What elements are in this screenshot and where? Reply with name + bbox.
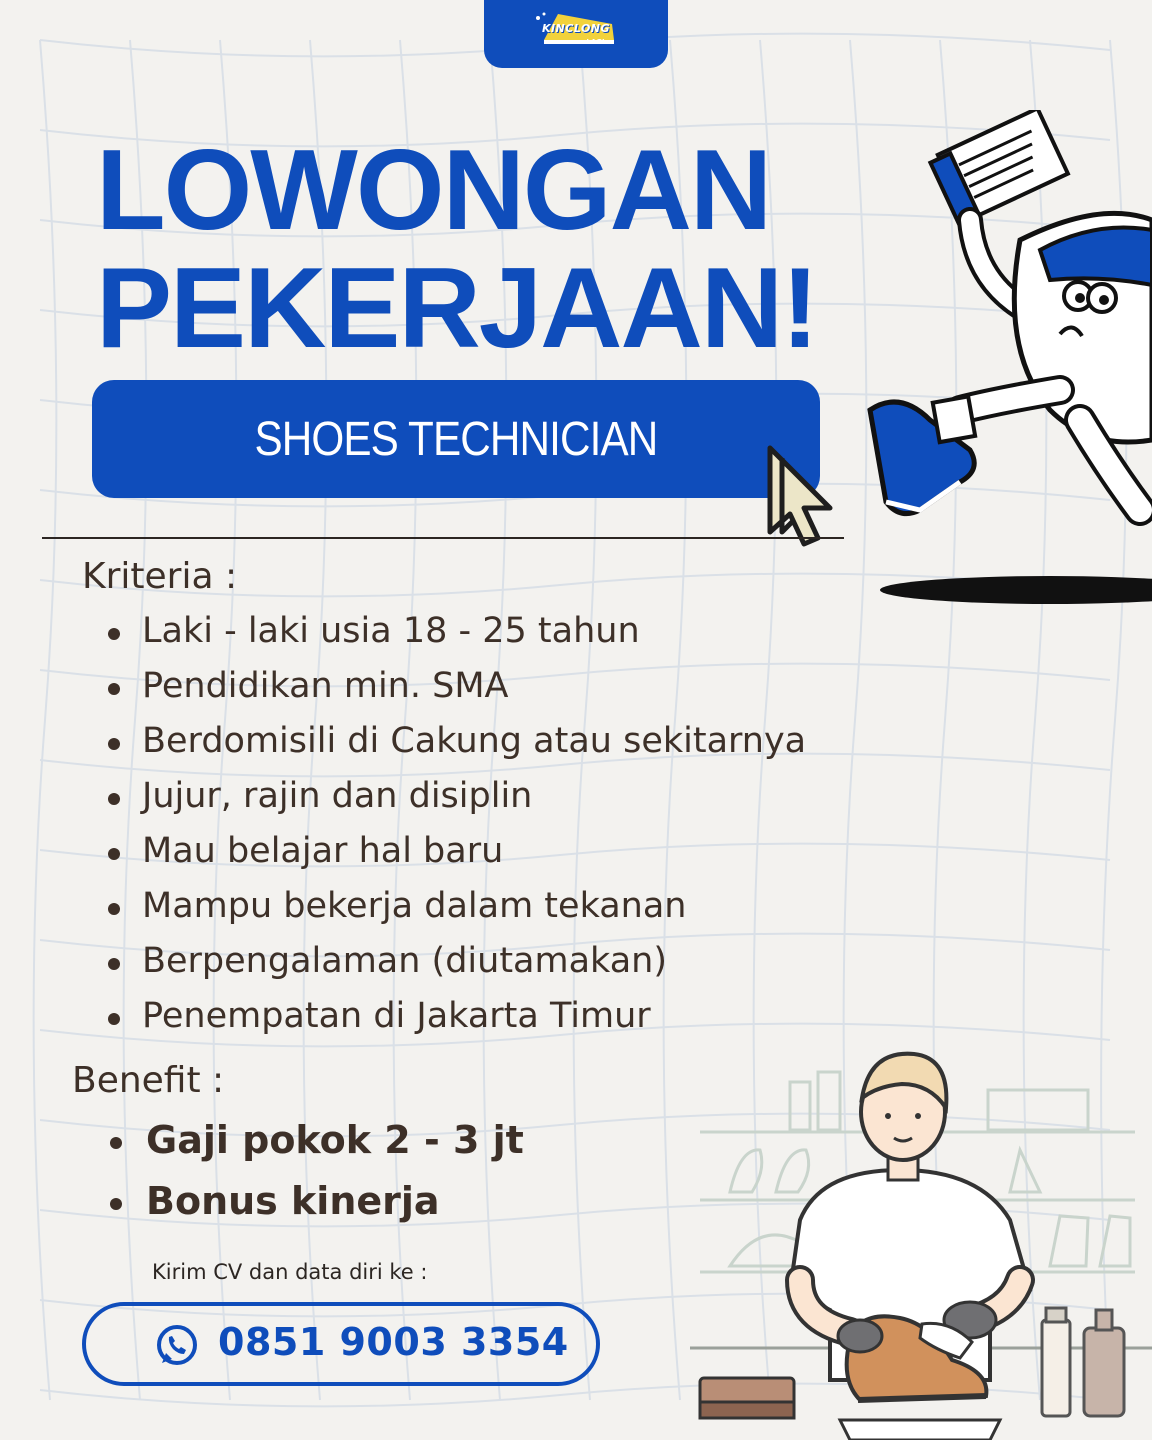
benefit-item: Bonus kinerja <box>108 1175 524 1236</box>
benefit-item: Gaji pokok 2 - 3 jt <box>108 1114 524 1175</box>
headline-line2: PEKERJAAN! <box>96 245 818 372</box>
contact-note: Kirim CV dan data diri ke : <box>152 1260 428 1284</box>
criteria-item: Berdomisili di Cakung atau sekitarnya <box>106 718 806 773</box>
headline <box>96 127 856 372</box>
phone-number[interactable]: 0851 9003 3354 <box>218 1320 569 1364</box>
criteria-item: Pendidikan min. SMA <box>106 663 806 718</box>
brand-logo <box>528 8 624 50</box>
benefit-title: Benefit : <box>72 1060 225 1101</box>
shoe-cleaner-illustration <box>690 1020 1152 1440</box>
position-title: SHOES TECHNICIAN <box>254 412 658 466</box>
brand-logo-tab <box>484 0 668 68</box>
criteria-list <box>106 608 806 1048</box>
criteria-item: Mampu bekerja dalam tekanan <box>106 883 806 938</box>
brand-logo-subtext: LAGI <box>586 38 605 46</box>
section-divider <box>42 537 844 539</box>
benefit-list <box>108 1114 524 1236</box>
brand-logo-text: KINCLONG <box>541 22 611 35</box>
cursor-icon <box>760 440 840 552</box>
phone-contact-pill[interactable] <box>82 1302 600 1386</box>
position-banner <box>92 380 820 498</box>
criteria-item: Penempatan di Jakarta Timur <box>106 993 806 1048</box>
criteria-item: Mau belajar hal baru <box>106 828 806 883</box>
whatsapp-icon <box>154 1323 200 1369</box>
headline-line1: LOWONGAN <box>96 127 771 254</box>
criteria-item: Berpengalaman (diutamakan) <box>106 938 806 993</box>
running-mascot-illustration <box>850 110 1152 610</box>
criteria-item: Jujur, rajin dan disiplin <box>106 773 806 828</box>
criteria-item: Laki - laki usia 18 - 25 tahun <box>106 608 806 663</box>
criteria-title: Kriteria : <box>82 556 238 597</box>
